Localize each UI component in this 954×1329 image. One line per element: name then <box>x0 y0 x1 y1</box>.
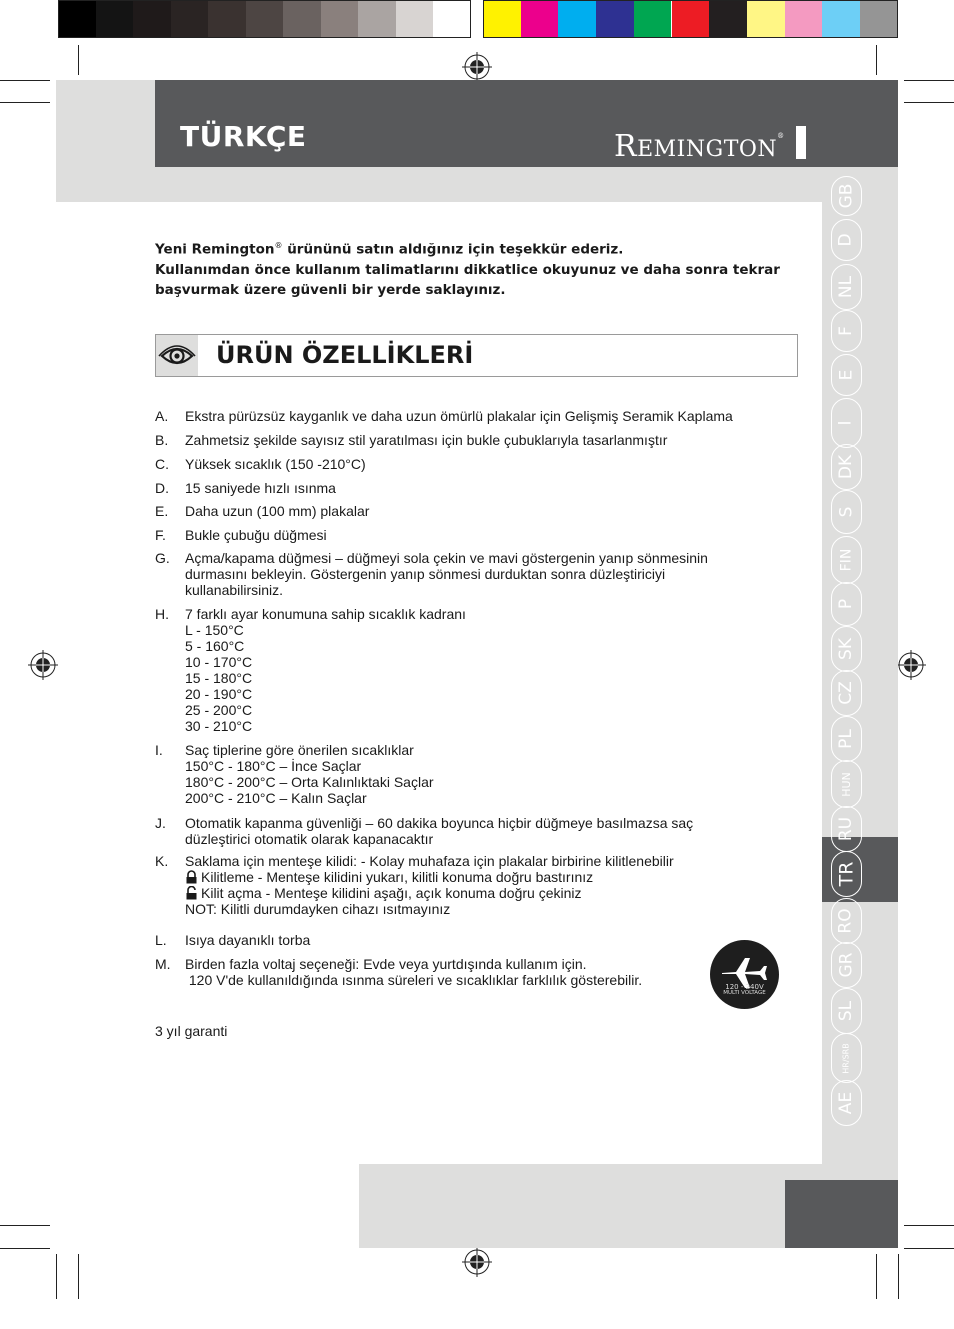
feature-letter: G. <box>155 550 170 566</box>
language-tab-i[interactable] <box>829 398 863 448</box>
feature-text <box>185 606 795 734</box>
feature-line-text: Ekstra pürüzsüz kayganlık ve daha uzun ömürlü plakalar için Gelişmiş Seramik Kaplama <box>185 408 733 424</box>
voltage-range: 120 - 240V <box>725 983 764 991</box>
page-title: TÜRKÇE <box>180 120 307 153</box>
color-swatch <box>672 0 710 38</box>
feature-item <box>155 527 795 543</box>
feature-line <box>185 638 795 654</box>
feature-line-text: kullanabilirsiniz. <box>185 582 284 598</box>
color-swatch <box>58 0 96 38</box>
language-tab-oval <box>831 398 862 448</box>
feature-line-text: Kilitleme - Menteşe kilidini yukarı, kilitli konuma doğru bastırınız <box>201 869 594 885</box>
feature-letter: C. <box>155 456 169 472</box>
lock-icon <box>185 870 198 884</box>
feature-line-text: L - 150°C <box>185 622 244 638</box>
language-tab-oval <box>831 354 862 396</box>
language-tab-label: RO <box>835 908 856 934</box>
feature-line <box>185 758 795 774</box>
feature-letter: M. <box>155 956 171 972</box>
language-tab-nl[interactable] <box>829 264 863 310</box>
feature-letter: D. <box>155 480 169 496</box>
feature-line-text: Zahmetsiz şekilde sayısız stil yaratılması için bukle çubuklarıyla tasarlanmıştır <box>185 432 668 448</box>
color-swatch <box>785 0 823 38</box>
feature-item <box>155 432 795 448</box>
section-icon-box <box>156 335 198 376</box>
feature-line-text: 30 - 210°C <box>185 718 253 734</box>
feature-letter: A. <box>155 408 169 424</box>
crop-mark <box>904 1248 954 1249</box>
crop-mark <box>904 80 954 81</box>
color-swatch <box>208 0 246 38</box>
brand-name: EMINGTON <box>637 137 778 162</box>
feature-line <box>185 853 795 869</box>
color-swatch <box>171 0 209 38</box>
feature-line <box>185 622 795 638</box>
feature-line-text: NOT: Kilitli durumdayken cihazı ısıtmayınız <box>185 901 451 917</box>
feature-item <box>155 932 795 948</box>
registration-mark <box>462 52 492 82</box>
feature-text <box>185 432 795 448</box>
language-tab-label: FIN <box>838 548 854 572</box>
feature-letter: H. <box>155 606 169 622</box>
language-tab-gb[interactable] <box>829 176 863 216</box>
feature-text <box>185 408 795 424</box>
crop-mark <box>876 45 877 75</box>
color-swatch <box>709 0 747 38</box>
language-tab-label: D <box>836 233 856 247</box>
feature-item <box>155 456 795 472</box>
feature-letter: I. <box>155 742 163 758</box>
feature-line <box>185 815 795 831</box>
feature-line-text: Daha uzun (100 mm) plakalar <box>185 503 370 519</box>
color-swatch <box>433 0 471 38</box>
feature-letter: E. <box>155 503 169 519</box>
feature-item <box>155 742 795 806</box>
brand-initial: R <box>614 129 638 164</box>
feature-text <box>185 503 795 519</box>
brand-bar <box>796 126 806 159</box>
language-tab-label: P <box>835 598 856 610</box>
color-swatch <box>358 0 396 38</box>
voltage-badge <box>710 940 779 1009</box>
color-swatch <box>133 0 171 38</box>
language-tab-oval <box>831 626 862 672</box>
color-swatch <box>596 0 634 38</box>
language-tab-tr[interactable] <box>829 851 863 897</box>
color-swatch <box>747 0 785 38</box>
feature-line-text: düzleştirici otomatik olarak kapanacaktır <box>185 831 434 847</box>
crop-mark <box>0 80 50 81</box>
language-tab-pl[interactable] <box>829 716 863 762</box>
feature-line <box>185 654 795 670</box>
language-tab-ae[interactable] <box>829 1080 863 1126</box>
language-tab-oval <box>831 582 862 626</box>
language-tab-gr[interactable] <box>829 942 863 988</box>
feature-line <box>185 456 795 472</box>
feature-line <box>185 774 795 790</box>
language-tab-oval <box>831 898 862 944</box>
language-tab-label: HUN <box>839 771 853 797</box>
crop-mark <box>78 1254 79 1299</box>
feature-text <box>185 550 795 598</box>
crop-mark <box>0 102 50 103</box>
language-tab-oval <box>831 219 862 261</box>
registration-mark <box>28 650 58 680</box>
language-tab-sk[interactable] <box>829 626 863 672</box>
feature-line-text: Isıya dayanıklı torba <box>185 932 311 948</box>
feature-line-text: Birden fazla voltaj seçeneği: Evde veya yurtdışında kullanım için. <box>185 956 587 972</box>
language-tab-label: HR/SRB <box>841 1042 851 1074</box>
language-tab-f[interactable] <box>829 310 863 352</box>
feature-line <box>185 718 795 734</box>
crop-mark <box>904 102 954 103</box>
feature-line <box>185 582 795 598</box>
feature-item <box>155 606 795 734</box>
feature-line-text: durmasını bekleyin. Göstergenin yanıp sönmesi durduktan sonra düzleştiriciyi <box>185 566 666 582</box>
feature-text <box>185 815 795 847</box>
feature-item <box>155 550 795 598</box>
language-tab-oval <box>831 1080 862 1126</box>
language-tab-sl[interactable] <box>829 988 863 1034</box>
feature-line <box>185 670 795 686</box>
language-tab-label: AE <box>836 1091 856 1115</box>
registration-mark <box>462 1247 492 1277</box>
language-tab-oval <box>831 716 862 762</box>
unlock-icon <box>185 886 198 900</box>
feature-line-text: 200°C - 210°C – Kalın Saçlar <box>185 790 367 806</box>
feature-line-text: 15 saniyede hızlı ısınma <box>185 480 336 496</box>
intro-line1-post: ürününü satın aldığınız için teşekkür ederiz. <box>282 241 624 258</box>
eye-icon <box>156 335 198 376</box>
feature-text <box>185 480 795 496</box>
crop-mark <box>0 1225 50 1226</box>
crop-mark <box>904 1225 954 1226</box>
brand-mark: ® <box>777 132 785 140</box>
feature-line-text: Otomatik kapanma güvenliği – 60 dakika boyunca hiçbir düğmeye basılmazsa saç <box>185 815 694 831</box>
language-tab-oval <box>831 988 862 1034</box>
language-tab-e[interactable] <box>829 354 863 396</box>
feature-line-text: Saç tiplerine göre önerilen sıcaklıklar <box>185 742 414 758</box>
language-tab-oval <box>831 490 862 534</box>
language-tab-oval <box>831 942 862 988</box>
language-tab-hun[interactable] <box>829 760 863 808</box>
feature-line <box>185 503 795 519</box>
feature-line <box>185 566 795 582</box>
feature-item <box>155 853 795 917</box>
language-tab-label: GB <box>836 183 856 209</box>
language-tab-oval <box>831 310 862 352</box>
feature-line <box>185 956 795 972</box>
language-tab-label: I <box>835 420 856 426</box>
feature-letter: K. <box>155 853 169 869</box>
intro-line1-pre: Yeni Remington <box>155 241 275 258</box>
crop-mark <box>56 1254 57 1299</box>
voltage-label: MULTI VOLTAGE <box>723 990 766 996</box>
feature-line <box>185 480 795 496</box>
language-tab-p[interactable] <box>829 582 863 626</box>
feature-line <box>185 742 795 758</box>
feature-line <box>185 606 795 622</box>
feature-line-text: Saklama için menteşe kilidi: - Kolay muhafaza için plakalar birbirine kilitlenebilir <box>185 853 674 869</box>
language-tab-label: SL <box>835 1000 856 1022</box>
registration-mark <box>896 650 926 680</box>
feature-line <box>185 972 795 988</box>
feature-letter: L. <box>155 932 167 948</box>
language-tab-ru[interactable] <box>829 806 863 852</box>
footer-block <box>785 1180 898 1248</box>
language-tab-dk[interactable] <box>829 444 863 490</box>
color-swatch <box>634 0 672 38</box>
brand-logo <box>614 129 785 164</box>
language-tab-label: S <box>835 506 856 518</box>
language-tab-oval <box>831 806 862 852</box>
feature-line-text: 120 V'de kullanıldığında ısınma süreleri ve sıcaklıklar farklılık gösterebilir. <box>185 972 643 988</box>
language-tab-label: SK <box>835 638 856 660</box>
color-swatch <box>483 0 521 38</box>
language-tab-hr-srb[interactable] <box>829 1033 863 1083</box>
feature-line-text: 7 farklı ayar konumuna sahip sıcaklık kadranı <box>185 606 466 622</box>
feature-item <box>155 408 795 424</box>
feature-line <box>185 527 795 543</box>
feature-line <box>185 432 795 448</box>
feature-line <box>185 686 795 702</box>
feature-letter: F. <box>155 527 166 543</box>
color-swatch <box>246 0 284 38</box>
feature-line-text: 10 - 170°C <box>185 654 253 670</box>
language-tab-oval <box>831 670 862 716</box>
feature-line-text: 20 - 190°C <box>185 686 253 702</box>
feature-text <box>185 527 795 543</box>
language-tab-oval <box>831 851 862 897</box>
feature-text <box>185 742 795 806</box>
language-tab-ro[interactable] <box>829 898 863 944</box>
language-tab-oval <box>831 536 862 584</box>
feature-line-text: 150°C - 180°C – İnce Saçlar <box>185 758 362 774</box>
color-swatch <box>860 0 898 38</box>
language-tab-label: DK <box>836 454 856 480</box>
airplane-icon <box>710 940 779 1009</box>
color-swatch <box>396 0 434 38</box>
warranty-text: 3 yıl garanti <box>155 1023 228 1039</box>
language-tab-label: NL <box>835 275 856 299</box>
language-tab-s[interactable] <box>829 490 863 534</box>
language-tab-cz[interactable] <box>829 670 863 716</box>
color-swatch <box>96 0 134 38</box>
intro-line2: Kullanımdan önce kullanım talimatlarını dikkatlice okuyunuz ve daha sonra tekrar başvurmak üzere güvenli bir yerde saklayınız. <box>155 261 780 298</box>
feature-line <box>185 702 795 718</box>
language-tab-fin[interactable] <box>829 536 863 584</box>
language-tab-oval <box>831 760 862 808</box>
color-swatch <box>321 0 359 38</box>
crop-mark <box>876 1254 877 1299</box>
language-tab-label: CZ <box>836 681 856 705</box>
language-tab-oval <box>831 176 862 216</box>
language-tab-label: E <box>836 369 856 381</box>
feature-letter: J. <box>155 815 166 831</box>
language-tab-d[interactable] <box>829 219 863 261</box>
language-tab-oval <box>831 444 862 490</box>
color-swatch <box>822 0 860 38</box>
section-title: ÜRÜN ÖZELLİKLERİ <box>216 341 474 369</box>
intro-text <box>155 236 795 300</box>
feature-line-text: Kilit açma - Menteşe kilidini aşağı, açık konuma doğru çekiniz <box>201 885 582 901</box>
language-tab-label: F <box>836 326 856 336</box>
color-swatch <box>521 0 559 38</box>
crop-mark <box>898 1254 899 1299</box>
language-tab-label: PL <box>835 729 856 749</box>
feature-line-text: 5 - 160°C <box>185 638 245 654</box>
feature-line-text: 180°C - 200°C – Orta Kalınlıktaki Saçlar <box>185 774 434 790</box>
feature-line <box>185 408 795 424</box>
feature-item <box>155 956 795 988</box>
language-tab-label: RU <box>835 816 856 842</box>
color-swatch <box>558 0 596 38</box>
crop-mark <box>78 45 79 75</box>
feature-line <box>185 869 795 885</box>
language-tab-oval <box>831 264 862 310</box>
feature-item <box>155 815 795 847</box>
feature-line-text: Açma/kapama düğmesi – düğmeyi sola çekin ve mavi göstergenin yanıp sönmesinin <box>185 550 708 566</box>
feature-line-text: 15 - 180°C <box>185 670 253 686</box>
language-tab-oval <box>831 1033 862 1083</box>
feature-line <box>185 550 795 566</box>
feature-text <box>185 853 795 917</box>
feature-item <box>155 480 795 496</box>
language-tab-label: GR <box>836 952 856 978</box>
feature-line <box>185 831 795 847</box>
feature-text <box>185 932 795 948</box>
feature-text <box>185 956 795 988</box>
color-swatch <box>283 0 321 38</box>
feature-line <box>185 790 795 806</box>
feature-text <box>185 456 795 472</box>
feature-line-text: Bukle çubuğu düğmesi <box>185 527 327 543</box>
feature-line-text: Yüksek sıcaklık (150 -210°C) <box>185 456 366 472</box>
feature-line <box>185 885 795 901</box>
feature-line-text: 25 - 200°C <box>185 702 253 718</box>
feature-item <box>155 503 795 519</box>
feature-line <box>185 901 795 917</box>
crop-mark <box>0 1248 50 1249</box>
registered-mark: ® <box>274 241 283 250</box>
language-tab-label: TR <box>835 861 857 887</box>
feature-line <box>185 932 795 948</box>
feature-letter: B. <box>155 432 169 448</box>
